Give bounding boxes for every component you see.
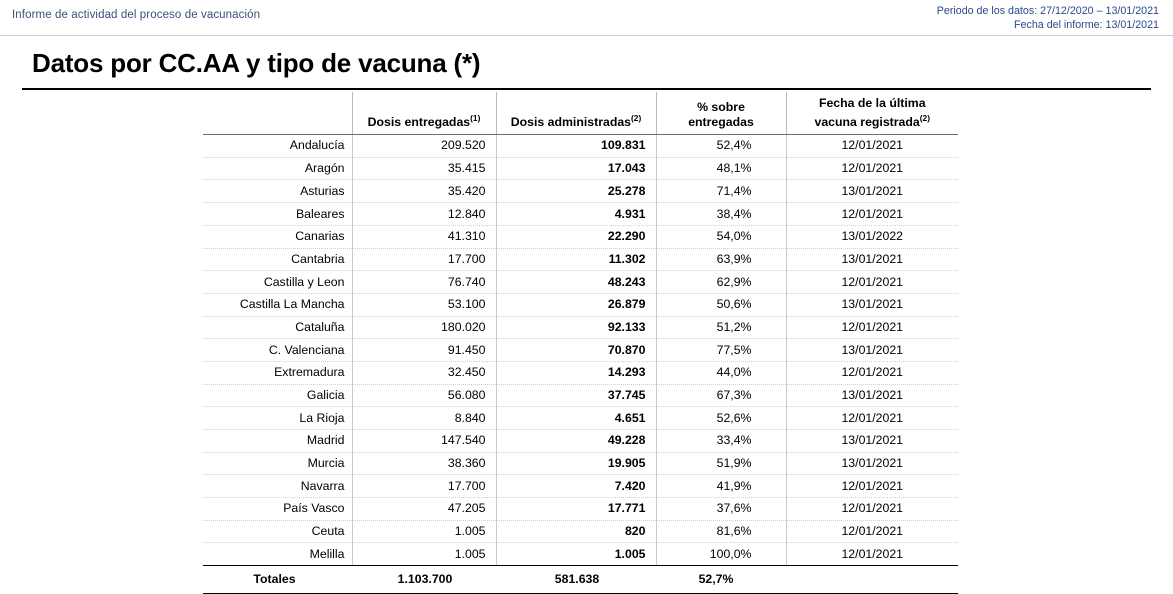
cell-dosis-administradas: 19.905 (496, 452, 656, 475)
cell-porcentaje: 63,9% (656, 248, 786, 271)
cell-dosis-administradas: 49.228 (496, 430, 656, 453)
cell-porcentaje: 37,6% (656, 498, 786, 521)
column-header-label-line1: % sobre (697, 100, 745, 115)
report-date-text: Fecha del informe: 13/01/2021 (1014, 18, 1159, 31)
cell-region: La Rioja (203, 407, 352, 430)
cell-dosis-administradas: 109.831 (496, 135, 656, 158)
cell-porcentaje: 62,9% (656, 271, 786, 294)
cell-fecha-ultima-vacuna: 12/01/2021 (786, 361, 958, 384)
table-row (203, 520, 958, 543)
cell-region: Andalucía (203, 135, 352, 158)
table-row (203, 248, 958, 271)
cell-region: Melilla (203, 543, 352, 566)
cell-dosis-administradas: 820 (496, 520, 656, 543)
cell-porcentaje: 44,0% (656, 361, 786, 384)
cell-region: Aragón (203, 157, 352, 180)
cell-dosis-entregadas: 91.450 (352, 339, 496, 362)
column-header-porcentaje-sobre-entregadas (656, 92, 786, 135)
cell-dosis-entregadas: 53.100 (352, 293, 496, 316)
table-row (203, 475, 958, 498)
cell-fecha-ultima-vacuna: 13/01/2021 (786, 430, 958, 453)
table-row (203, 407, 958, 430)
cell-region: Castilla La Mancha (203, 293, 352, 316)
cell-dosis-administradas: 70.870 (496, 339, 656, 362)
cell-fecha-ultima-vacuna: 12/01/2021 (786, 543, 958, 566)
cell-dosis-entregadas: 35.420 (352, 180, 496, 203)
cell-fecha-ultima-vacuna: 13/01/2022 (786, 225, 958, 248)
cell-dosis-entregadas: 32.450 (352, 361, 496, 384)
table-row (203, 543, 958, 566)
cell-dosis-entregadas: 12.840 (352, 203, 496, 226)
column-header-region (203, 92, 352, 135)
table-header-row-group (203, 92, 958, 135)
cell-dosis-administradas: 25.278 (496, 180, 656, 203)
cell-region: Ceuta (203, 520, 352, 543)
cell-dosis-administradas: 17.771 (496, 498, 656, 521)
cell-region: C. Valenciana (203, 339, 352, 362)
cell-porcentaje: 52,4% (656, 135, 786, 158)
table-row (203, 430, 958, 453)
title-underline-rule (22, 88, 1151, 90)
table-row (203, 180, 958, 203)
cell-region: Madrid (203, 430, 352, 453)
cell-fecha-ultima-vacuna: 13/01/2021 (786, 452, 958, 475)
cell-dosis-administradas: 4.931 (496, 203, 656, 226)
cell-fecha-ultima-vacuna: 12/01/2021 (786, 498, 958, 521)
cell-dosis-administradas: 1.005 (496, 543, 656, 566)
cell-fecha-ultima-vacuna: 12/01/2021 (786, 135, 958, 158)
table-footer (203, 566, 958, 594)
table-row (203, 293, 958, 316)
cell-dosis-entregadas: 1.005 (352, 520, 496, 543)
footnote-marker: (2) (919, 112, 930, 123)
cell-dosis-entregadas: 8.840 (352, 407, 496, 430)
cell-dosis-entregadas: 17.700 (352, 475, 496, 498)
cell-porcentaje: 52,6% (656, 407, 786, 430)
cell-fecha-ultima-vacuna: 13/01/2021 (786, 384, 958, 407)
cell-porcentaje: 38,4% (656, 203, 786, 226)
cell-dosis-administradas: 7.420 (496, 475, 656, 498)
column-header-label-line2: vacuna registrada (814, 114, 920, 129)
column-header-dosis-entregadas (352, 92, 496, 135)
cell-dosis-administradas: 11.302 (496, 248, 656, 271)
table-row (203, 384, 958, 407)
totals-label: Totales (203, 566, 352, 594)
cell-dosis-administradas: 92.133 (496, 316, 656, 339)
cell-dosis-entregadas: 35.415 (352, 157, 496, 180)
cell-dosis-administradas: 26.879 (496, 293, 656, 316)
data-table-container (203, 92, 958, 594)
column-header-fecha-ultima-vacuna (786, 92, 958, 135)
data-period-text: Periodo de los datos: 27/12/2020 – 13/01/2021 (936, 5, 1159, 17)
table-row (203, 498, 958, 521)
cell-region: Murcia (203, 452, 352, 475)
cell-fecha-ultima-vacuna: 12/01/2021 (786, 157, 958, 180)
cell-dosis-administradas: 4.651 (496, 407, 656, 430)
cell-porcentaje: 48,1% (656, 157, 786, 180)
page-title: Datos por CC.AA y tipo de vacuna (*) (32, 48, 481, 78)
table-row (203, 316, 958, 339)
table-row (203, 361, 958, 384)
cell-region: Baleares (203, 203, 352, 226)
table-row (203, 225, 958, 248)
report-subtitle: Informe de actividad del proceso de vacunación (12, 9, 261, 21)
cell-region: Castilla y Leon (203, 271, 352, 294)
cell-fecha-ultima-vacuna: 12/01/2021 (786, 520, 958, 543)
column-header-dosis-administradas (496, 92, 656, 135)
cell-porcentaje: 67,3% (656, 384, 786, 407)
cell-porcentaje: 54,0% (656, 225, 786, 248)
cell-porcentaje: 100,0% (656, 543, 786, 566)
cell-dosis-entregadas: 1.005 (352, 543, 496, 566)
document-header-band (0, 0, 1173, 36)
cell-dosis-entregadas: 209.520 (352, 135, 496, 158)
cell-dosis-entregadas: 47.205 (352, 498, 496, 521)
table-row (203, 157, 958, 180)
cell-porcentaje: 81,6% (656, 520, 786, 543)
cell-fecha-ultima-vacuna: 13/01/2021 (786, 339, 958, 362)
table-row (203, 135, 958, 158)
table-header-row (203, 92, 958, 135)
cell-porcentaje: 51,9% (656, 452, 786, 475)
cell-region: Asturias (203, 180, 352, 203)
cell-porcentaje: 77,5% (656, 339, 786, 362)
column-header-label: Dosis entregadas (367, 114, 471, 129)
cell-region: País Vasco (203, 498, 352, 521)
cell-porcentaje: 51,2% (656, 316, 786, 339)
cell-fecha-ultima-vacuna: 13/01/2021 (786, 248, 958, 271)
cell-dosis-entregadas: 76.740 (352, 271, 496, 294)
ccaa-vaccine-table (203, 92, 958, 594)
cell-porcentaje: 33,4% (656, 430, 786, 453)
cell-dosis-entregadas: 147.540 (352, 430, 496, 453)
cell-porcentaje: 41,9% (656, 475, 786, 498)
cell-fecha-ultima-vacuna: 12/01/2021 (786, 271, 958, 294)
cell-region: Galicia (203, 384, 352, 407)
cell-fecha-ultima-vacuna: 12/01/2021 (786, 203, 958, 226)
cell-region: Canarias (203, 225, 352, 248)
cell-fecha-ultima-vacuna: 12/01/2021 (786, 316, 958, 339)
column-header-label-line2: entregadas (688, 114, 754, 129)
totals-row (203, 566, 958, 594)
table-row (203, 339, 958, 362)
cell-dosis-entregadas: 56.080 (352, 384, 496, 407)
cell-region: Extremadura (203, 361, 352, 384)
cell-dosis-entregadas: 17.700 (352, 248, 496, 271)
table-body (203, 135, 958, 566)
cell-dosis-entregadas: 180.020 (352, 316, 496, 339)
cell-dosis-administradas: 48.243 (496, 271, 656, 294)
cell-porcentaje: 50,6% (656, 293, 786, 316)
cell-fecha-ultima-vacuna: 12/01/2021 (786, 475, 958, 498)
cell-dosis-entregadas: 41.310 (352, 225, 496, 248)
cell-porcentaje: 71,4% (656, 180, 786, 203)
footnote-marker: (1) (470, 112, 481, 123)
cell-fecha-ultima-vacuna: 13/01/2021 (786, 293, 958, 316)
totals-fecha (786, 566, 958, 594)
column-header-label-line1: Fecha de la última (818, 96, 926, 110)
report-dates (937, 5, 1159, 32)
totals-porcentaje: 52,7% (656, 566, 786, 594)
totals-dosis-administradas: 581.638 (496, 566, 656, 594)
cell-region: Navarra (203, 475, 352, 498)
table-row (203, 452, 958, 475)
table-row (203, 203, 958, 226)
column-header-label: Dosis administradas (510, 114, 632, 129)
cell-dosis-administradas: 17.043 (496, 157, 656, 180)
cell-fecha-ultima-vacuna: 12/01/2021 (786, 407, 958, 430)
cell-dosis-administradas: 14.293 (496, 361, 656, 384)
cell-dosis-entregadas: 38.360 (352, 452, 496, 475)
cell-region: Cataluña (203, 316, 352, 339)
totals-dosis-entregadas: 1.103.700 (352, 566, 496, 594)
footnote-marker: (2) (631, 112, 642, 123)
cell-dosis-administradas: 37.745 (496, 384, 656, 407)
cell-fecha-ultima-vacuna: 13/01/2021 (786, 180, 958, 203)
cell-region: Cantabria (203, 248, 352, 271)
cell-dosis-administradas: 22.290 (496, 225, 656, 248)
table-row (203, 271, 958, 294)
